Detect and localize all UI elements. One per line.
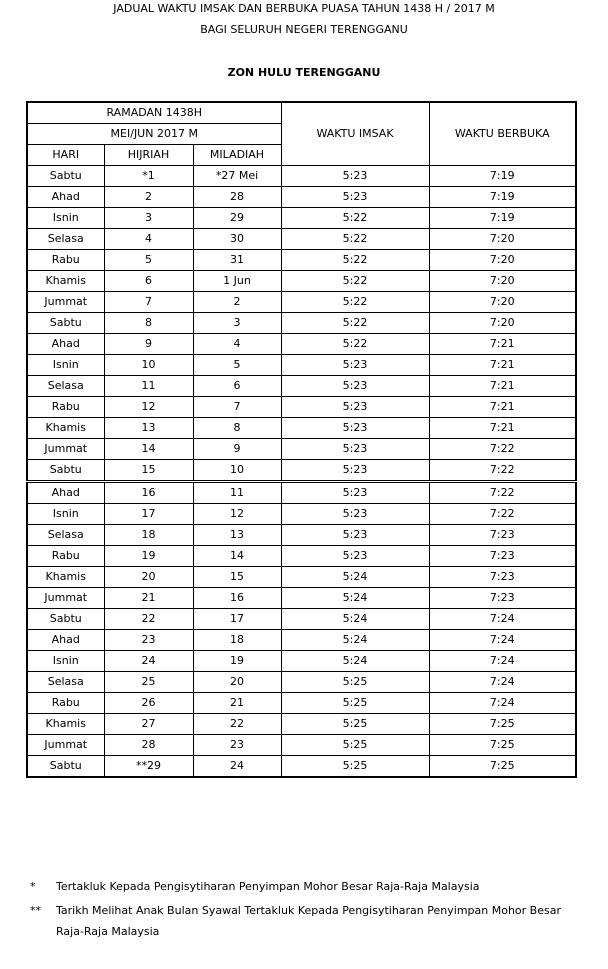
table-row (27, 567, 576, 588)
cell-imsak: 5:22 (281, 229, 429, 250)
cell-hari: Jummat (27, 588, 104, 609)
header-hari: HARI (27, 145, 104, 166)
cell-hijriah: 18 (104, 525, 193, 546)
table-row (27, 525, 576, 546)
cell-imsak: 5:22 (281, 271, 429, 292)
cell-berbuka: 7:21 (429, 376, 576, 397)
cell-hijriah: 27 (104, 714, 193, 735)
cell-hari: Khamis (27, 567, 104, 588)
cell-hijriah: 14 (104, 439, 193, 460)
cell-miladiah: 1 Jun (193, 271, 281, 292)
cell-berbuka: 7:19 (429, 187, 576, 208)
cell-imsak: 5:23 (281, 397, 429, 418)
cell-imsak: 5:24 (281, 588, 429, 609)
cell-hari: Isnin (27, 504, 104, 525)
cell-hari: Selasa (27, 229, 104, 250)
cell-berbuka: 7:21 (429, 355, 576, 376)
header-hijriah: HIJRIAH (104, 145, 193, 166)
table-row (27, 355, 576, 376)
cell-berbuka: 7:23 (429, 567, 576, 588)
cell-miladiah: 6 (193, 376, 281, 397)
table-row (27, 229, 576, 250)
cell-imsak: 5:23 (281, 439, 429, 460)
cell-hijriah: 12 (104, 397, 193, 418)
cell-imsak: 5:23 (281, 525, 429, 546)
cell-imsak: 5:23 (281, 504, 429, 525)
cell-hari: Rabu (27, 546, 104, 567)
footnote-2-text: Tarikh Melihat Anak Bulan Syawal Tertakluk Kepada Pengisytiharan Penyimpan Mohor Besar (56, 904, 561, 917)
cell-miladiah: 20 (193, 672, 281, 693)
cell-hari: Ahad (27, 630, 104, 651)
cell-hijriah: 2 (104, 187, 193, 208)
cell-miladiah: 22 (193, 714, 281, 735)
cell-hijriah: 17 (104, 504, 193, 525)
table-row (27, 630, 576, 651)
cell-hari: Ahad (27, 482, 104, 504)
cell-imsak: 5:25 (281, 693, 429, 714)
table-row (27, 714, 576, 735)
cell-miladiah: 10 (193, 460, 281, 482)
cell-hijriah: 20 (104, 567, 193, 588)
table-row (27, 439, 576, 460)
cell-berbuka: 7:24 (429, 630, 576, 651)
cell-hari: Isnin (27, 355, 104, 376)
cell-imsak: 5:23 (281, 355, 429, 376)
cell-miladiah: 2 (193, 292, 281, 313)
cell-miladiah: 30 (193, 229, 281, 250)
cell-hijriah: 6 (104, 271, 193, 292)
cell-berbuka: 7:23 (429, 525, 576, 546)
cell-miladiah: 31 (193, 250, 281, 271)
cell-miladiah: 21 (193, 693, 281, 714)
table-row (27, 756, 576, 778)
cell-berbuka: 7:25 (429, 714, 576, 735)
cell-hijriah: 8 (104, 313, 193, 334)
cell-berbuka: 7:22 (429, 439, 576, 460)
cell-imsak: 5:22 (281, 292, 429, 313)
document-subtitle: BAGI SELURUH NEGERI TERENGGANU (200, 23, 408, 36)
cell-hijriah: 5 (104, 250, 193, 271)
cell-berbuka: 7:24 (429, 651, 576, 672)
cell-imsak: 5:25 (281, 672, 429, 693)
cell-hari: Khamis (27, 418, 104, 439)
table-row (27, 651, 576, 672)
cell-hijriah: **29 (104, 756, 193, 778)
cell-berbuka: 7:24 (429, 609, 576, 630)
table-row (27, 482, 576, 504)
cell-hari: Jummat (27, 439, 104, 460)
cell-miladiah: 13 (193, 525, 281, 546)
cell-berbuka: 7:25 (429, 756, 576, 778)
cell-imsak: 5:23 (281, 376, 429, 397)
cell-berbuka: 7:25 (429, 735, 576, 756)
cell-hari: Rabu (27, 693, 104, 714)
cell-berbuka: 7:21 (429, 334, 576, 355)
cell-berbuka: 7:21 (429, 418, 576, 439)
footnote-1-text: Tertakluk Kepada Pengisytiharan Penyimpan Mohor Besar Raja-Raja Malaysia (56, 880, 480, 893)
cell-imsak: 5:23 (281, 187, 429, 208)
cell-miladiah: 5 (193, 355, 281, 376)
cell-hari: Sabtu (27, 313, 104, 334)
cell-hari: Jummat (27, 292, 104, 313)
cell-imsak: 5:23 (281, 460, 429, 482)
cell-hijriah: 16 (104, 482, 193, 504)
header-imsak: WAKTU IMSAK (281, 102, 429, 166)
cell-hijriah: 22 (104, 609, 193, 630)
cell-hari: Sabtu (27, 166, 104, 187)
cell-hijriah: 24 (104, 651, 193, 672)
table-row (27, 250, 576, 271)
cell-hari: Selasa (27, 376, 104, 397)
cell-berbuka: 7:20 (429, 271, 576, 292)
table-row (27, 376, 576, 397)
cell-hari: Sabtu (27, 460, 104, 482)
cell-miladiah: 16 (193, 588, 281, 609)
cell-hijriah: 23 (104, 630, 193, 651)
cell-berbuka: 7:19 (429, 208, 576, 229)
cell-imsak: 5:22 (281, 313, 429, 334)
table-row (27, 588, 576, 609)
cell-hari: Jummat (27, 735, 104, 756)
table-row (27, 693, 576, 714)
table-row (27, 397, 576, 418)
cell-miladiah: 11 (193, 482, 281, 504)
cell-hari: Isnin (27, 208, 104, 229)
cell-miladiah: 9 (193, 439, 281, 460)
cell-miladiah: 19 (193, 651, 281, 672)
prayer-times-table (26, 101, 577, 778)
cell-hijriah: 28 (104, 735, 193, 756)
table-row (27, 271, 576, 292)
cell-hari: Selasa (27, 525, 104, 546)
cell-hari: Selasa (27, 672, 104, 693)
table-row (27, 418, 576, 439)
cell-imsak: 5:24 (281, 567, 429, 588)
cell-miladiah: 12 (193, 504, 281, 525)
cell-imsak: 5:23 (281, 418, 429, 439)
cell-hijriah: 7 (104, 292, 193, 313)
cell-berbuka: 7:20 (429, 229, 576, 250)
cell-hari: Sabtu (27, 756, 104, 778)
cell-berbuka: 7:22 (429, 504, 576, 525)
cell-miladiah: 24 (193, 756, 281, 778)
cell-miladiah: 4 (193, 334, 281, 355)
cell-miladiah: 29 (193, 208, 281, 229)
cell-hijriah: 11 (104, 376, 193, 397)
cell-berbuka: 7:22 (429, 482, 576, 504)
cell-miladiah: 23 (193, 735, 281, 756)
cell-imsak: 5:25 (281, 735, 429, 756)
cell-hijriah: 26 (104, 693, 193, 714)
cell-miladiah: *27 Mei (193, 166, 281, 187)
cell-miladiah: 17 (193, 609, 281, 630)
table-row (27, 609, 576, 630)
cell-imsak: 5:23 (281, 482, 429, 504)
cell-miladiah: 15 (193, 567, 281, 588)
cell-miladiah: 3 (193, 313, 281, 334)
cell-imsak: 5:24 (281, 630, 429, 651)
cell-imsak: 5:24 (281, 609, 429, 630)
cell-miladiah: 14 (193, 546, 281, 567)
cell-hari: Rabu (27, 397, 104, 418)
cell-hijriah: 19 (104, 546, 193, 567)
cell-berbuka: 7:24 (429, 672, 576, 693)
table-row (27, 334, 576, 355)
header-berbuka: WAKTU BERBUKA (429, 102, 576, 166)
cell-hari: Khamis (27, 714, 104, 735)
cell-hijriah: 9 (104, 334, 193, 355)
header-month: MEI/JUN 2017 M (27, 124, 281, 145)
footnote-1-mark: * (30, 880, 36, 893)
footnote-2-text-cont: Raja-Raja Malaysia (56, 925, 160, 938)
cell-hijriah: 21 (104, 588, 193, 609)
table-row (27, 460, 576, 482)
cell-imsak: 5:25 (281, 756, 429, 778)
cell-berbuka: 7:20 (429, 250, 576, 271)
table-row (27, 504, 576, 525)
table-row (27, 313, 576, 334)
cell-berbuka: 7:19 (429, 166, 576, 187)
zone-title: ZON HULU TERENGGANU (227, 66, 381, 79)
table-row (27, 208, 576, 229)
cell-hari: Sabtu (27, 609, 104, 630)
cell-berbuka: 7:20 (429, 292, 576, 313)
cell-hijriah: 3 (104, 208, 193, 229)
cell-hijriah: 10 (104, 355, 193, 376)
cell-imsak: 5:22 (281, 208, 429, 229)
cell-imsak: 5:22 (281, 250, 429, 271)
cell-miladiah: 7 (193, 397, 281, 418)
cell-berbuka: 7:22 (429, 460, 576, 482)
table-row (27, 292, 576, 313)
cell-miladiah: 28 (193, 187, 281, 208)
cell-hijriah: 4 (104, 229, 193, 250)
cell-hijriah: 15 (104, 460, 193, 482)
cell-hijriah: 25 (104, 672, 193, 693)
cell-imsak: 5:22 (281, 334, 429, 355)
cell-berbuka: 7:20 (429, 313, 576, 334)
cell-miladiah: 18 (193, 630, 281, 651)
cell-berbuka: 7:23 (429, 588, 576, 609)
cell-imsak: 5:24 (281, 651, 429, 672)
cell-berbuka: 7:23 (429, 546, 576, 567)
cell-imsak: 5:23 (281, 546, 429, 567)
cell-hijriah: *1 (104, 166, 193, 187)
table-row (27, 735, 576, 756)
document-title: JADUAL WAKTU IMSAK DAN BERBUKA PUASA TAHUN 1438 H / 2017 M (113, 2, 495, 15)
cell-hijriah: 13 (104, 418, 193, 439)
table-row (27, 672, 576, 693)
header-ramadan: RAMADAN 1438H (27, 102, 281, 124)
table-row (27, 546, 576, 567)
cell-hari: Khamis (27, 271, 104, 292)
cell-berbuka: 7:21 (429, 397, 576, 418)
cell-miladiah: 8 (193, 418, 281, 439)
cell-hari: Ahad (27, 187, 104, 208)
table-row (27, 166, 576, 187)
cell-hari: Rabu (27, 250, 104, 271)
cell-berbuka: 7:24 (429, 693, 576, 714)
cell-imsak: 5:25 (281, 714, 429, 735)
cell-hari: Isnin (27, 651, 104, 672)
cell-hari: Ahad (27, 334, 104, 355)
footnote-2-mark: ** (30, 904, 41, 917)
header-miladiah: MILADIAH (193, 145, 281, 166)
table-row (27, 187, 576, 208)
cell-imsak: 5:23 (281, 166, 429, 187)
